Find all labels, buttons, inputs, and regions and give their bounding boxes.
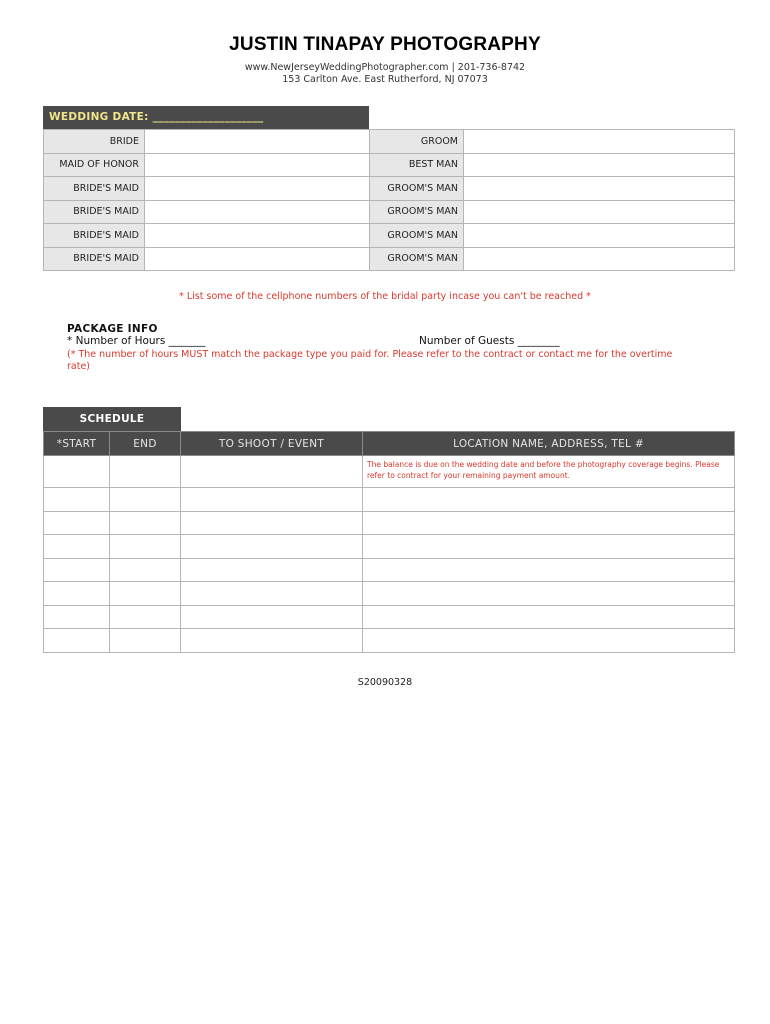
party-input-left[interactable] [145, 200, 370, 224]
event-cell[interactable] [181, 535, 363, 559]
party-label-right: GROOM'S MAN [370, 200, 464, 224]
party-label-left: BRIDE [44, 130, 145, 154]
location-cell[interactable] [363, 488, 735, 512]
table-row [44, 130, 735, 154]
party-input-left[interactable] [145, 153, 370, 177]
document-header [0, 34, 770, 86]
table-row [44, 605, 735, 629]
table-row [44, 200, 735, 224]
event-cell[interactable] [181, 582, 363, 606]
schedule-tab: SCHEDULE [43, 407, 181, 431]
table-row [44, 153, 735, 177]
balance-note: The balance is due on the wedding date and before the photography coverage begins. Please refer to contract for your remaining payment amount. [363, 456, 735, 488]
party-label-left: BRIDE'S MAID [44, 177, 145, 201]
location-cell[interactable] [363, 558, 735, 582]
party-label-right: GROOM'S MAN [370, 224, 464, 248]
event-cell[interactable] [181, 456, 363, 488]
event-cell[interactable] [181, 605, 363, 629]
start-cell[interactable] [44, 456, 110, 488]
party-label-right: BEST MAN [370, 153, 464, 177]
party-input-right[interactable] [464, 177, 735, 201]
package-title: PACKAGE INFO [67, 323, 158, 335]
location-cell[interactable] [363, 629, 735, 653]
table-row [44, 629, 735, 653]
table-row [44, 558, 735, 582]
start-cell[interactable] [44, 511, 110, 535]
schedule-table [43, 431, 735, 653]
start-cell[interactable] [44, 582, 110, 606]
party-input-left[interactable] [145, 247, 370, 271]
wedding-date-field[interactable]: WEDDING DATE: ____________________ [43, 106, 369, 129]
start-cell[interactable] [44, 488, 110, 512]
party-label-right: GROOM [370, 130, 464, 154]
party-label-left: BRIDE'S MAID [44, 247, 145, 271]
location-cell[interactable] [363, 511, 735, 535]
event-cell[interactable] [181, 629, 363, 653]
table-row [44, 582, 735, 606]
end-cell[interactable] [110, 488, 181, 512]
party-label-right: GROOM'S MAN [370, 247, 464, 271]
table-row [44, 456, 735, 488]
party-label-left: MAID OF HONOR [44, 153, 145, 177]
end-cell[interactable] [110, 629, 181, 653]
party-input-right[interactable] [464, 153, 735, 177]
number-of-hours-field[interactable]: * Number of Hours _______ [67, 335, 206, 347]
party-input-right[interactable] [464, 247, 735, 271]
table-row [44, 511, 735, 535]
start-cell[interactable] [44, 558, 110, 582]
table-row [44, 535, 735, 559]
table-row [44, 177, 735, 201]
location-cell[interactable] [363, 582, 735, 606]
company-title: JUSTIN TINAPAY PHOTOGRAPHY [229, 34, 541, 55]
package-note: (* The number of hours MUST match the package type you paid for. Please refer to the contract or contact me for the overtime rate) [67, 349, 673, 372]
end-cell[interactable] [110, 456, 181, 488]
event-cell[interactable] [181, 488, 363, 512]
contact-line: www.NewJerseyWeddingPhotographer.com | 201-736-8742 [244, 62, 526, 73]
party-label-left: BRIDE'S MAID [44, 224, 145, 248]
location-cell[interactable] [363, 605, 735, 629]
location-cell[interactable] [363, 535, 735, 559]
start-column-header: *START [44, 432, 110, 456]
end-cell[interactable] [110, 511, 181, 535]
party-input-left[interactable] [145, 130, 370, 154]
schedule-header-row [44, 432, 735, 456]
end-cell[interactable] [110, 582, 181, 606]
start-cell[interactable] [44, 535, 110, 559]
end-cell[interactable] [110, 605, 181, 629]
location-column-header: LOCATION NAME, ADDRESS, TEL # [363, 432, 735, 456]
end-column-header: END [110, 432, 181, 456]
end-cell[interactable] [110, 535, 181, 559]
number-of-guests-field[interactable]: Number of Guests ________ [419, 335, 560, 347]
wedding-party-table [43, 129, 735, 271]
party-input-left[interactable] [145, 177, 370, 201]
package-info-section [67, 323, 687, 373]
start-cell[interactable] [44, 629, 110, 653]
party-label-left: BRIDE'S MAID [44, 200, 145, 224]
table-row [44, 224, 735, 248]
party-input-right[interactable] [464, 130, 735, 154]
package-fields [67, 335, 687, 349]
event-cell[interactable] [181, 558, 363, 582]
start-cell[interactable] [44, 605, 110, 629]
party-input-left[interactable] [145, 224, 370, 248]
event-cell[interactable] [181, 511, 363, 535]
party-label-right: GROOM'S MAN [370, 177, 464, 201]
table-row [44, 247, 735, 271]
event-column-header: TO SHOOT / EVENT [181, 432, 363, 456]
end-cell[interactable] [110, 558, 181, 582]
table-row [44, 488, 735, 512]
cellphone-note: * List some of the cellphone numbers of the bridal party incase you can't be reached * [179, 291, 591, 302]
party-input-right[interactable] [464, 200, 735, 224]
document-code: S20090328 [357, 677, 413, 688]
address-line: 153 Carlton Ave. East Rutherford, NJ 07073 [282, 74, 488, 85]
party-input-right[interactable] [464, 224, 735, 248]
